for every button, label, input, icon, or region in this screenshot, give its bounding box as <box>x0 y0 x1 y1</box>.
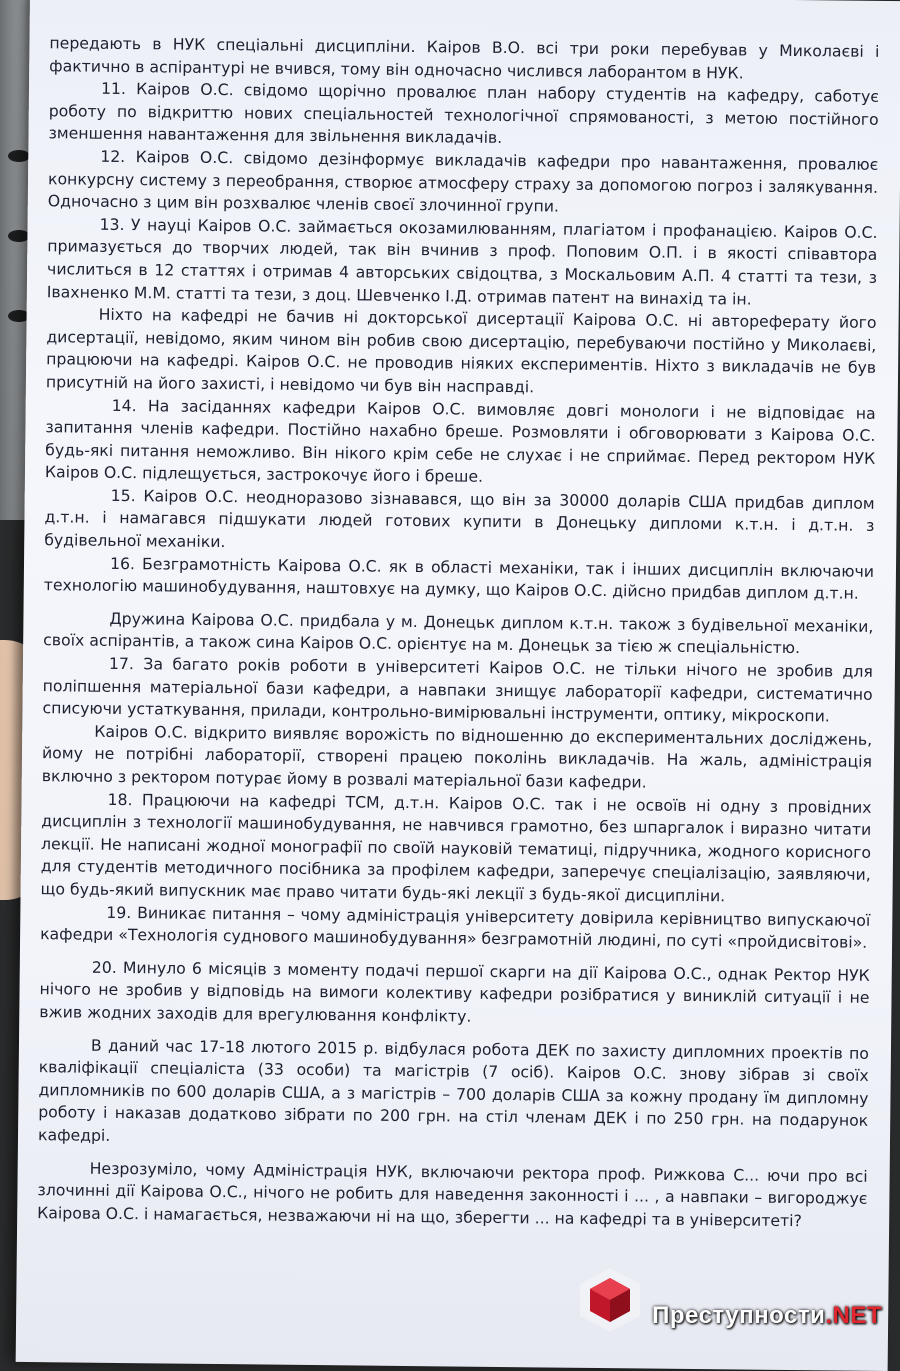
paragraph-intro: передають в НУК спеціальні дисципліни. Каіров В.О. всі три роки перебував у Миколаєві і фактично в аспірантурі не вчився, тому він одночасно числився лаборантом в НУК. <box>49 33 880 83</box>
paragraph-16: 16. Безграмотність Каірова О.С. як в області механіки, так і інших дисциплін включаючи технологію машинобудування, наштовхує на думку, що Каіров О.С. дійсно придбав диплом д.т.н. <box>43 553 875 603</box>
paragraph-16-continued: Дружина Каірова О.С. придбала у м. Донецьк диплом к.т.н. також з будівельної механіки, своїх аспірантів, а також сина Каіров О.С. орієнтує на м. Донецьк за тією ж спеціальністю. <box>43 608 874 658</box>
paragraph-22: Незрозуміло, чому Адміністрація НУК, включаючи ректора проф. Рижкова С... ючи про всі злочинні дії Каірова О.С., нічого не робить для наведення законності і ... , а навпаки – вигороджує Каірова О.С. і намагається, незважаючи ні на що, зберегти ... на кафедрі та в університеті? <box>37 1158 868 1230</box>
paragraph-19: 19. Виникає питання – чому адміністрація університету довірила керівництво випускаючої кафедри «Технологія суднового машинобудування» безграмотній людині, по суті «пройдисвітові». <box>40 902 871 952</box>
punch-hole <box>8 150 30 162</box>
paragraph-13: 13. У науці Каіров О.С. займається окозамилюванням, плагіатом і профанацією. Каіров О.С. примазується до творчих людей, так він вчинив з проф. Поповим О.П. і в якості співавтора числиться в 12 статтях і отримав 4 авторських свідоцтва, з Москальовим А.П. 4 статті та тези, з Івахненко М.М. статті та тези, з доц. Шевченко І.Д. отримав патент на винахід та ін. <box>46 214 878 309</box>
paragraph-14: 14. На засіданнях кафедри Каіров О.С. вимовляє довгі монологи і не відповідає на запитання членів кафедри. Постійно нахабно бреше. Розмовляти і обговорювати з Каірова О.С. будь-які питання неможливо. Він нікого крім себе не слухає і не сприймає. Перед ректором НУК Каіров О.С. підлещується, застрокочує його і бреше. <box>44 395 876 487</box>
site-watermark <box>574 1264 882 1336</box>
paragraph-20: 20. Минуло 6 місяців з моменту подачі першої скарги на дії Каірова О.С., однак Ректор НУК нічого не зробив у відповідь на вимоги колективу кафедри розібратися у виниклій ситуації і не вжив жодних заходів для врегулювання конфлікту. <box>39 957 870 1026</box>
document-body <box>37 32 879 1233</box>
paragraph-18: 18. Працюючи на кафедрі ТСМ, д.т.н. Каіров О.С. так і не освоїв ні одну з провідних дисциплін з технології машинобудування, не навчився грамотно, без шпаргалок і виразно читати лекції. Не написані жодної монографії по своїй науковій тематиці, підручника, жодного корисного для студентів методичного посібника за профілем кафедри, заперечує спеціалізацію, заявляючи, що будь-який випускник має право читати будь-які лекції з будь-якої дисципліни. <box>40 789 872 906</box>
paragraph-21: В даний час 17-18 лютого 2015 р. відбулася робота ДЕК по захисту дипломних проектів по кваліфікації спеціаліста (33 особи) та магістрів (7 осіб). Каіров О.С. знову зібрав зі своїх дипломників по 600 доларів США, а з магістрів – 700 доларів США за кожну продану їм дипломну роботу і наказав додатково зібрати по 200 грн. на стіл членам ДЕК і по 250 грн. на подарунок кафедрі. <box>37 1035 870 1145</box>
paragraph-13-continued: Ніхто на кафедрі не бачив ні докторської дисертації Каірова О.С. ні автореферату його дисертації, невідомо, яким чином він робив свою дисертацію, перебуваючи постійно у Миколаєві, працюючи на кафедрі. Каіров О.С. не проводив ніяких експериментів. Ніхто з викладачів не був присутній на його захисті, і невідомо чи був він насправді. <box>45 304 877 397</box>
cube-logo-icon <box>574 1264 646 1336</box>
watermark-tld: .NET <box>825 1302 882 1329</box>
paragraph-17-continued: Каіров О.С. відкрито виявляє ворожість по відношенню до експериментальних досліджень, йому не потрібні лабораторії, створені працею поколінь викладачів. На жаль, адміністрація включно з ректором потурає йому в розвалі матеріальної бази кафедри. <box>41 721 873 792</box>
paragraph-15: 15. Каіров О.С. неодноразово зізнавався, що він за 30000 доларів США придбав диплом д.т.н. і намагався підшукати людей готових купити в Донецьку дипломи к.т.н. і д.т.н. з будівельної механіки. <box>44 485 875 552</box>
document-sheet <box>16 0 900 1371</box>
paragraph-17: 17. За багато років роботи в університеті Каіров О.С. не тільки нічого не зробив для поліпшення матеріальної бази кафедри, а навпаки знищує лабораторії кафедри, систематично списуючи устаткування, прилади, контрольно-вимірювальні інструменти, оптику, мікроскопи. <box>42 653 874 726</box>
watermark-main: Преступности <box>652 1302 826 1329</box>
watermark-text <box>652 1302 882 1330</box>
paragraph-11: 11. Каіров О.С. свідомо щорічно провалює план набору студентів на кафедру, саботує роботу по відкриттю нових спеціальностей технологічної спрямованості, з метою постійного зменшення навантаження для звільнення викладачів. <box>48 78 880 148</box>
paragraph-12: 12. Каіров О.С. свідомо дезінформує викладачів кафедри про навантаження, провалює конкурсну систему з переобрання, створює атмосферу страху за допомогою погроз і залякування. Одночасно з цим він розхвалює членів своєї злочинної групи. <box>47 146 879 216</box>
